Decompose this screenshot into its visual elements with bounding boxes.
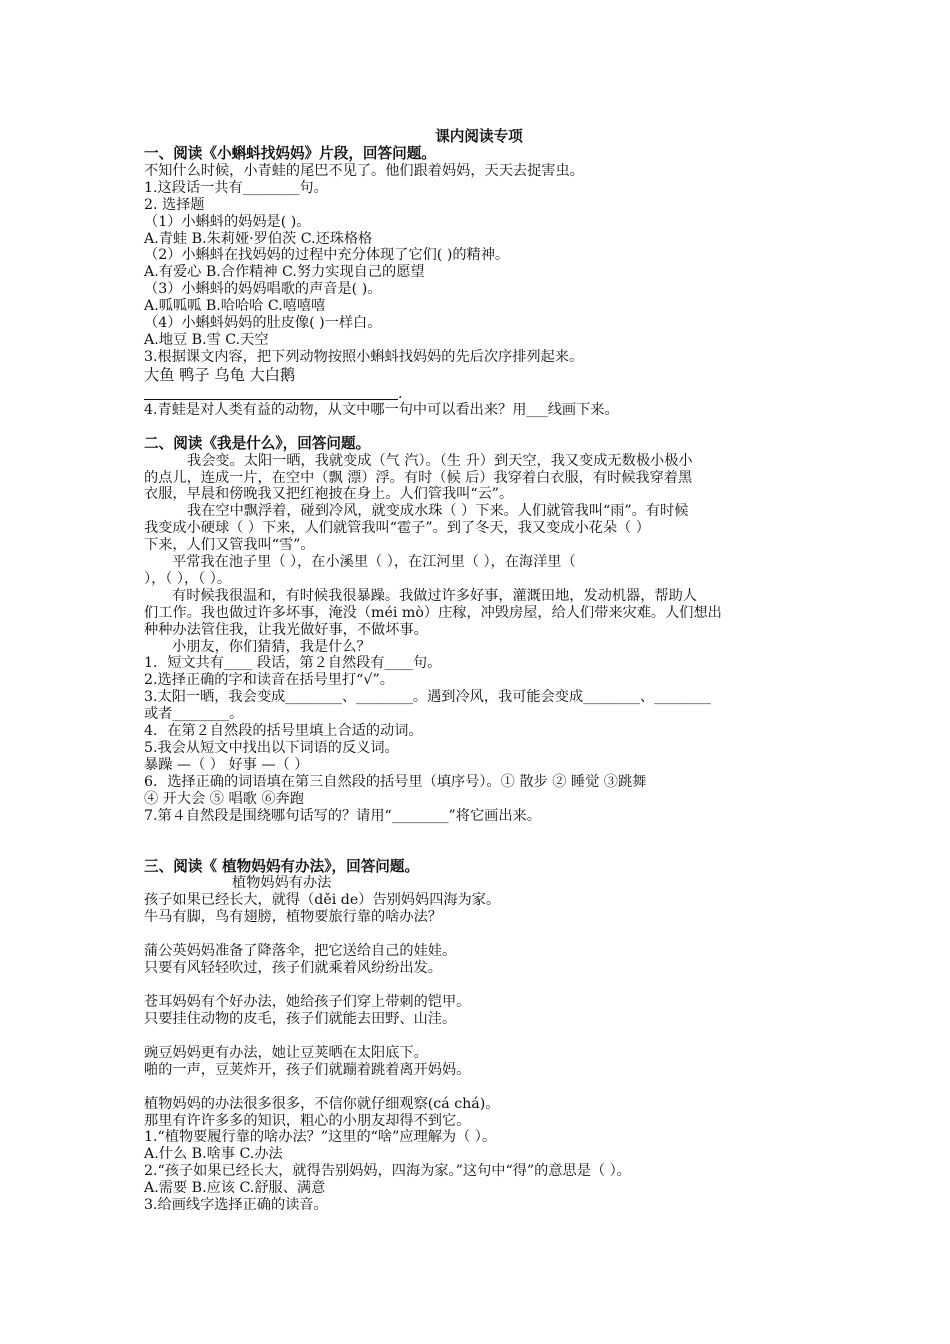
passage-line: 有时候我很温和，有时候我很暴躁。我做过许多好事，灌溉田地，发动机器，帮助人: [172, 587, 697, 604]
poem-line: 植物妈妈的办法很多很多，不信你就仔细观察(cá chá)。: [144, 1095, 500, 1112]
passage-line: 种种办法管住我，让我光做好事，不做坏事。: [144, 621, 428, 638]
s2-question-7: 7.第４自然段是围绕哪句话写的？请用“________”将它画出来。: [144, 807, 541, 824]
s1-line: （1）小蝌蚪的妈妈是( )。: [144, 213, 311, 230]
answer-period: .: [398, 385, 403, 402]
s2-question: 4．在第２自然段的括号里填上合适的动词。: [144, 723, 423, 740]
s2-question: 1．短文共有____ 段话，第２自然段有____句。: [144, 655, 442, 672]
passage-line: 平常我在池子里（ ），在小溪里（ ），在江河里（ ），在海洋里（: [172, 554, 576, 571]
s2-question: 或者________。: [144, 706, 244, 723]
s3-question: A.需要 B.应该 C.舒服、满意: [144, 1180, 326, 1197]
poem-title: 植物妈妈有办法: [232, 875, 332, 892]
passage-line: 的点儿，连成一片，在空中（飘 漂）浮。有时（候 后）我穿着白衣服，有时候我穿着黑: [144, 469, 693, 486]
s2-question: 3.太阳一晒，我会变成________、________。遇到冷风，我可能会变成________、________: [144, 689, 711, 706]
passage-line: 我变成小硬球（ ）下来，人们就管我叫“雹子”。到了冬天，我又变成小花朵（ ）: [144, 520, 650, 537]
s1-line: （2）小蝌蚪在找妈妈的过程中充分体现了它们( )的精神。: [144, 247, 510, 264]
answer-line-row: [144, 384, 814, 402]
s3-question: 2.“孩子如果已经长大，就得告别妈妈，四海为家。”这句中“得”的意思是（ ）。: [144, 1163, 631, 1180]
s2-question: 5.我会从短文中找出以下词语的反义词。: [144, 740, 399, 756]
s3-question: 3.给画线字选择正确的读音。: [144, 1197, 328, 1214]
page-title: 课内阅读专项: [435, 128, 523, 145]
s1-line: （4）小蝌蚪妈妈的肚皮像( )一样白。: [144, 315, 382, 332]
s1-line: A.呱呱呱 B.哈哈哈 C.嘻嘻嘻: [144, 298, 326, 315]
s1-line: A.地豆 B.雪 C.天空: [144, 331, 269, 348]
s1-line: 1.这段话一共有________句。: [144, 179, 328, 196]
passage-line: 小朋友，你们猜猜，我是什么？: [172, 638, 371, 655]
poem-line: 那里有许许多多的知识，粗心的小朋友却得不到它。: [144, 1112, 471, 1129]
section-2-heading: 二、阅读《我是什么》，回答问题。: [144, 434, 371, 452]
poem-line: 蒲公英妈妈准备了降落伞，把它送给自己的娃娃。: [144, 943, 457, 960]
section-1-heading: 一、阅读《小蝌蚪找妈妈》片段，回答问题。: [144, 145, 436, 162]
s3-question: 1.“植物要履行靠的啥办法？”这里的“啥”应理解为（ ）。: [144, 1129, 497, 1146]
passage-line: 们工作。我也做过许多坏事，淹没（méi mò）庄稼，冲毁房屋，给人们带来灾难。人们想出: [144, 604, 722, 621]
poem-line: 孩子如果已经长大，就得（děi de）告别妈妈四海为家。: [144, 892, 501, 909]
s2-question-6-options: ④ 开大会 ⑤ 唱歌 ⑥奔跑: [144, 790, 304, 807]
s1-line: A.有爱心 B.合作精神 C.努力实现自己的愿望: [144, 264, 425, 281]
s1-question-4: 4.青蛙是对人类有益的动物，从文中哪一句中可以看出来？用___线画下来。: [144, 401, 619, 418]
passage-line: 我会变。太阳一晒，我就变成（气 汽）。（生 升）到天空，我又变成无数极小极小: [187, 452, 693, 469]
poem-line: 啪的一声，豆荚炸开，孩子们就蹦着跳着离开妈妈。: [144, 1061, 471, 1078]
poem-line: 牛马有脚，鸟有翅膀，植物要旅行靠的啥办法？: [144, 909, 442, 926]
passage-line: ），（ ），（ ）。: [144, 570, 232, 587]
s1-line: 不知什么时候，小青蛙的尾巴不见了。他们跟着妈妈，天天去捉害虫。: [144, 162, 584, 179]
passage-line: 衣服，早晨和傍晚我又把红袍披在身上。人们管我叫“云”。: [144, 486, 514, 503]
s1-line: （3）小蝌蚪的妈妈唱歌的声音是( )。: [144, 281, 382, 298]
s3-question: A.什么 B.啥事 C.办法: [144, 1146, 283, 1163]
s2-question-6: 6．选择正确的词语填在第三自然段的括号里（填序号）。① 散步 ② 睡觉 ③跳舞: [144, 773, 647, 790]
s2-question: 2.选择正确的字和读音在括号里打“√”。: [144, 672, 394, 689]
worksheet-page: [144, 128, 814, 1214]
passage-line: 我在空中飘浮着，碰到冷风，就变成水珠（ ）下来。人们就管我叫“雨”。有时候: [187, 503, 689, 520]
poem-line: 只要挂住动物的皮毛，孩子们就能去田野、山洼。: [144, 1010, 457, 1027]
antonym-blanks: 暴躁 —（ ） 好事 —（ ）: [144, 756, 309, 773]
answer-underline: [144, 384, 398, 400]
s1-line: 2. 选择题: [144, 196, 205, 213]
s1-line: A.青蛙 B.朱莉娅·罗伯茨 C.还珠格格: [144, 230, 373, 247]
s1-line: 3.根据课文内容，把下列动物按照小蝌蚪找妈妈的先后次序排列起来。: [144, 348, 584, 365]
animal-list: 大鱼 鸭子 乌龟 大白鹅: [144, 365, 296, 384]
section-3-heading: 三、阅读《 植物妈妈有办法》，回答问题。: [144, 857, 420, 875]
poem-line: 只要有风轻轻吹过，孩子们就乘着风纷纷出发。: [144, 960, 442, 977]
poem-line: 豌豆妈妈更有办法，她让豆荚晒在太阳底下。: [144, 1044, 428, 1061]
poem-line: 苍耳妈妈有个好办法，她给孩子们穿上带刺的铠甲。: [144, 993, 471, 1010]
passage-line: 下来，人们又管我叫“雪”。: [144, 537, 315, 554]
